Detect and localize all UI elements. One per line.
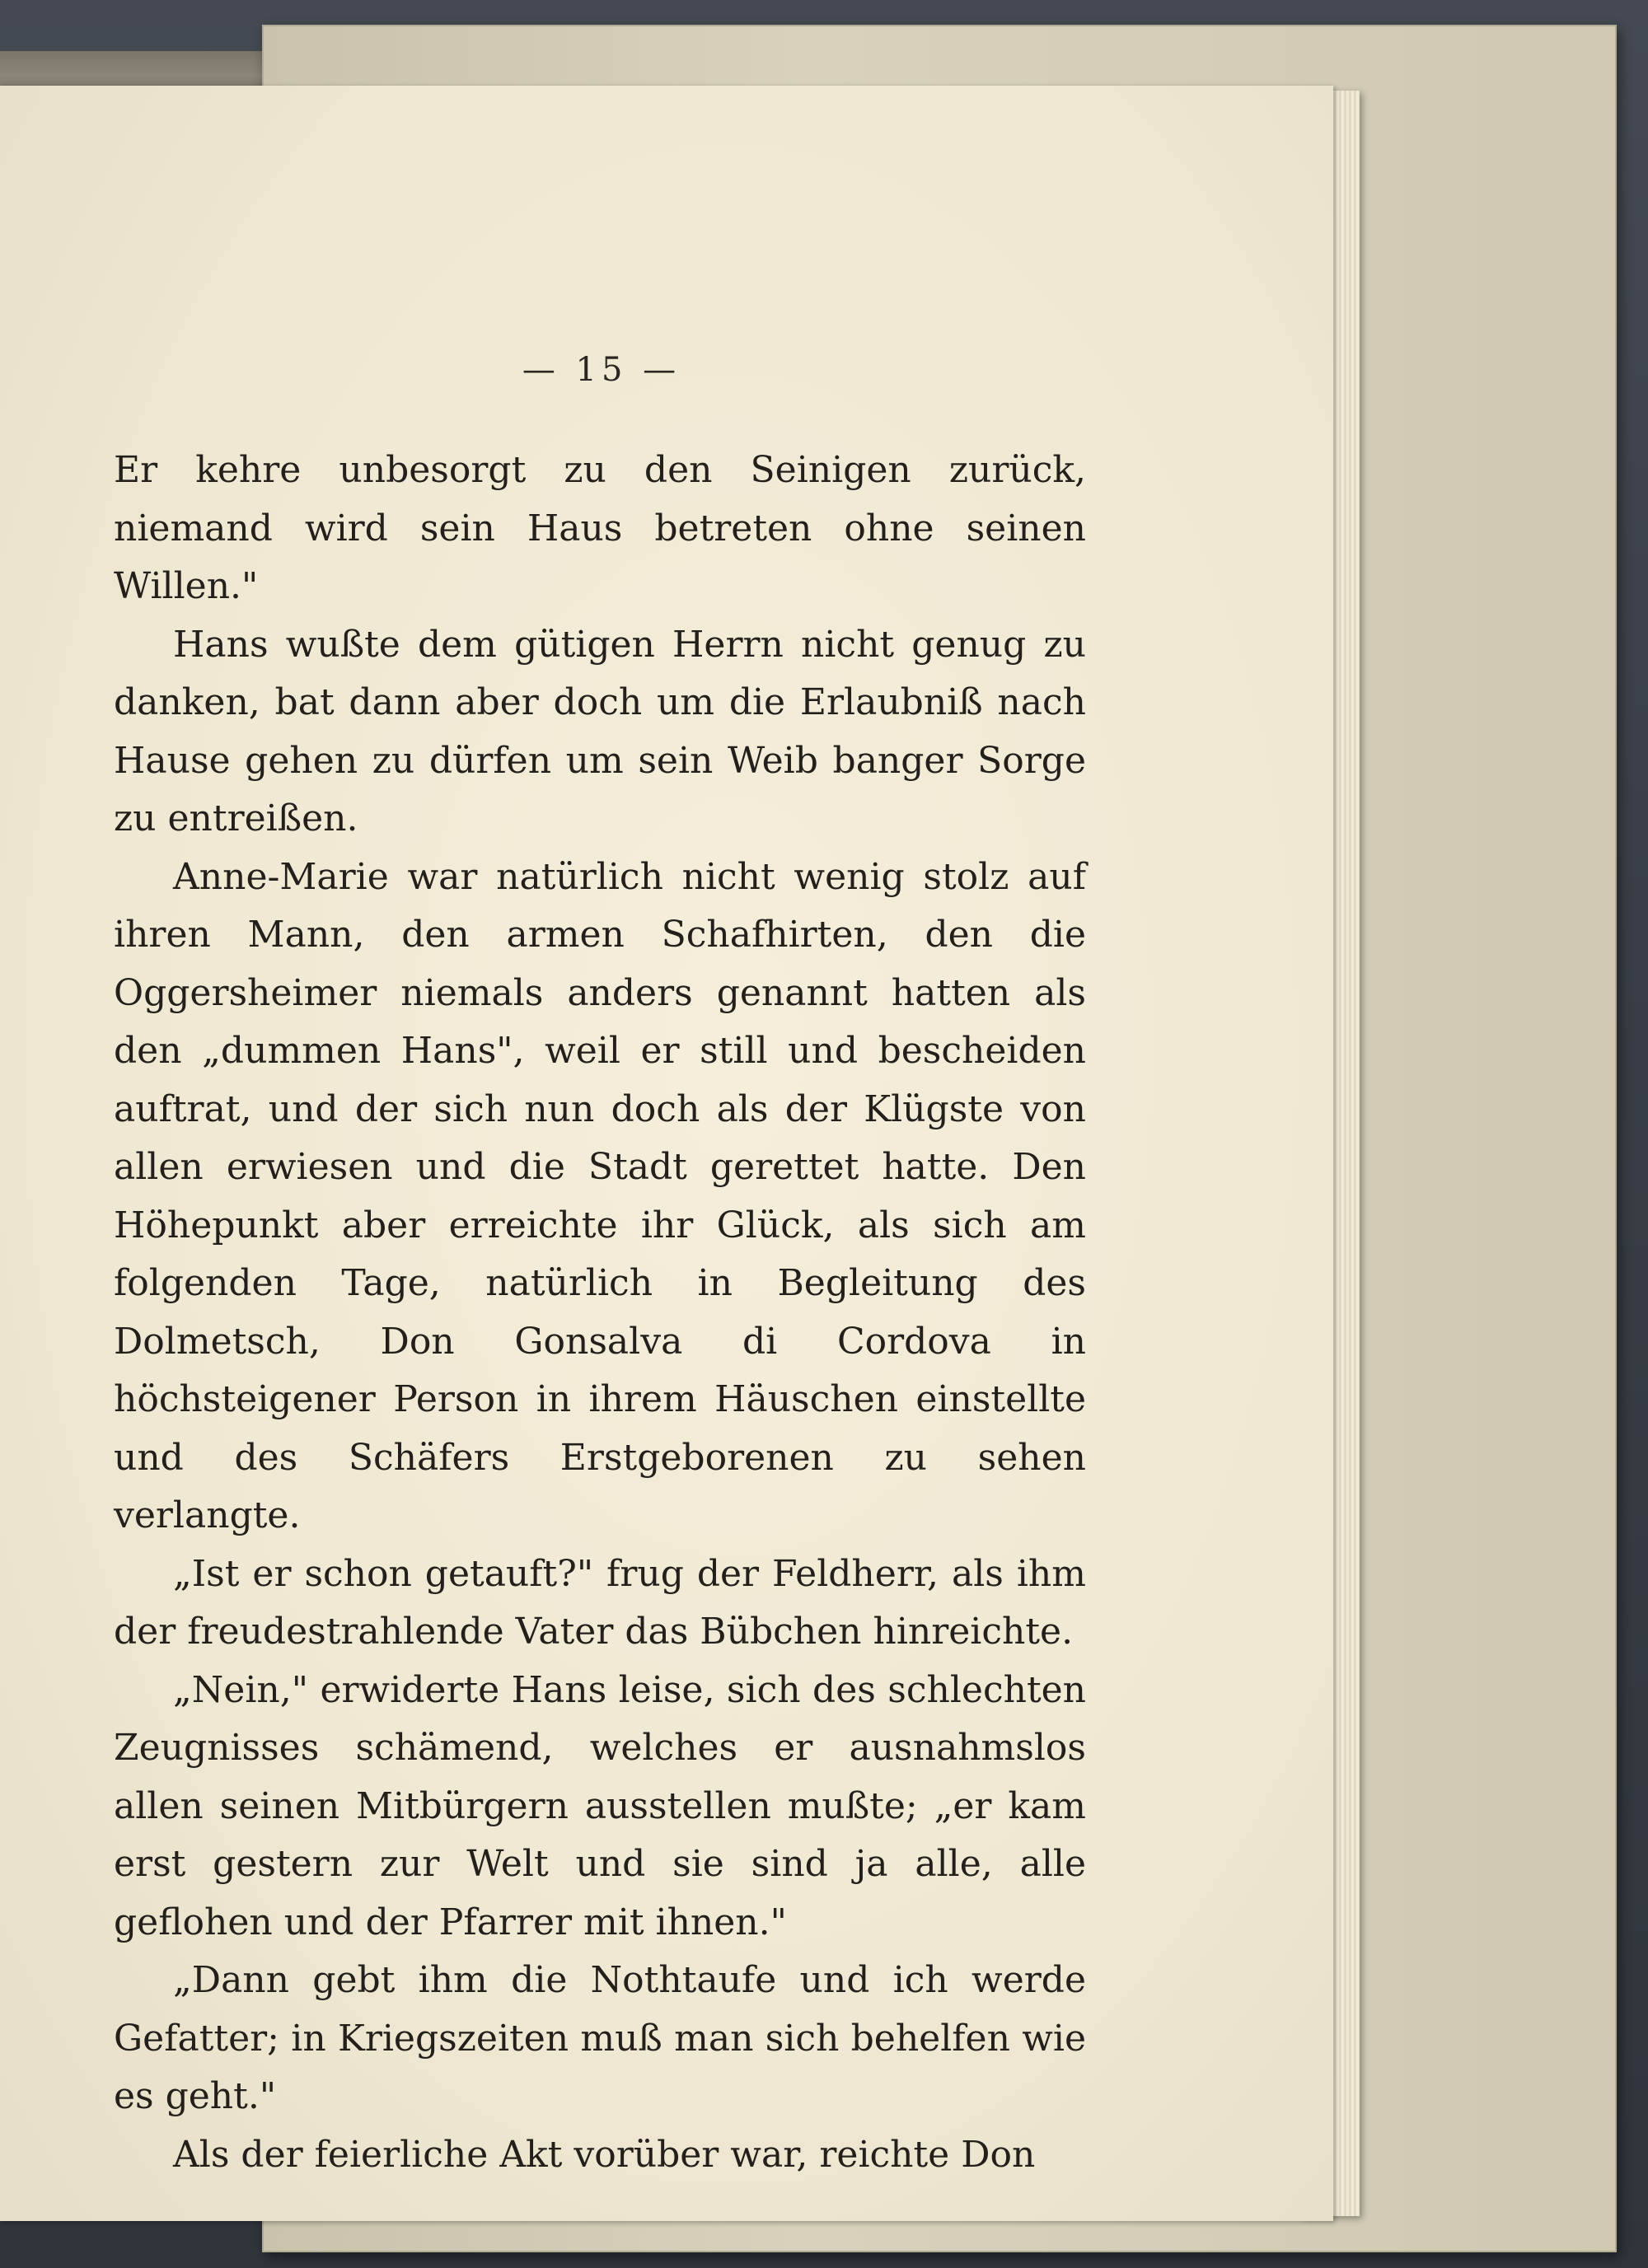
body-text (114, 442, 1086, 2184)
paragraph: „Ist er schon getauft?" frug der Feldherr, als ihm der freudestrahlende Vater das Bübchen hinreichte. (114, 1552, 1086, 1653)
paragraph: Als der feierliche Akt vorüber war, reichte Don (173, 2133, 1036, 2176)
book-page (0, 86, 1333, 2221)
paragraph: Hans wußte dem gütigen Herrn nicht genug zu danken, bat dann aber doch um die Erlaubniß nach Hause gehen zu dürfen um sein Weib banger Sorge zu entreißen. (114, 623, 1086, 839)
paragraph: Er kehre unbesorgt zu den Seinigen zurück, niemand wird sein Haus betreten ohne seinen Willen." (114, 449, 1086, 607)
page-number: — 15 — (522, 351, 681, 389)
paragraph: Anne-Marie war natürlich nicht wenig stolz auf ihren Mann, den armen Schafhirten, den die Oggersheimer niemals anders genannt hatten als den „dummen Hans", weil er still und bescheiden auftrat, und der sich nun doch als der Klügste von allen erwiesen und die Stadt gerettet hatte. Den Höhepunkt aber erreichte ihr Glück, als sich am folgenden Tage, natürlich in Begleitung des Dolmetsch, Don Gonsalva di Cordova in höchsteigener Person in ihrem Häuschen einstellte und des Schäfers Erstgeborenen zu sehen verlangte. (114, 855, 1086, 1536)
paragraph: „Dann gebt ihm die Nothtaufe und ich werde Gefatter; in Kriegszeiten muß man sich behelfen wie es geht." (114, 1959, 1086, 2117)
paragraph: „Nein," erwiderte Hans leise, sich des schlechten Zeugnisses schämend, welches er ausnahmslos allen seinen Mitbürgern ausstellen mußte; „er kam erst gestern zur Welt und sie sind ja alle, alle geflohen und der Pfarrer mit ihnen." (114, 1668, 1086, 1943)
